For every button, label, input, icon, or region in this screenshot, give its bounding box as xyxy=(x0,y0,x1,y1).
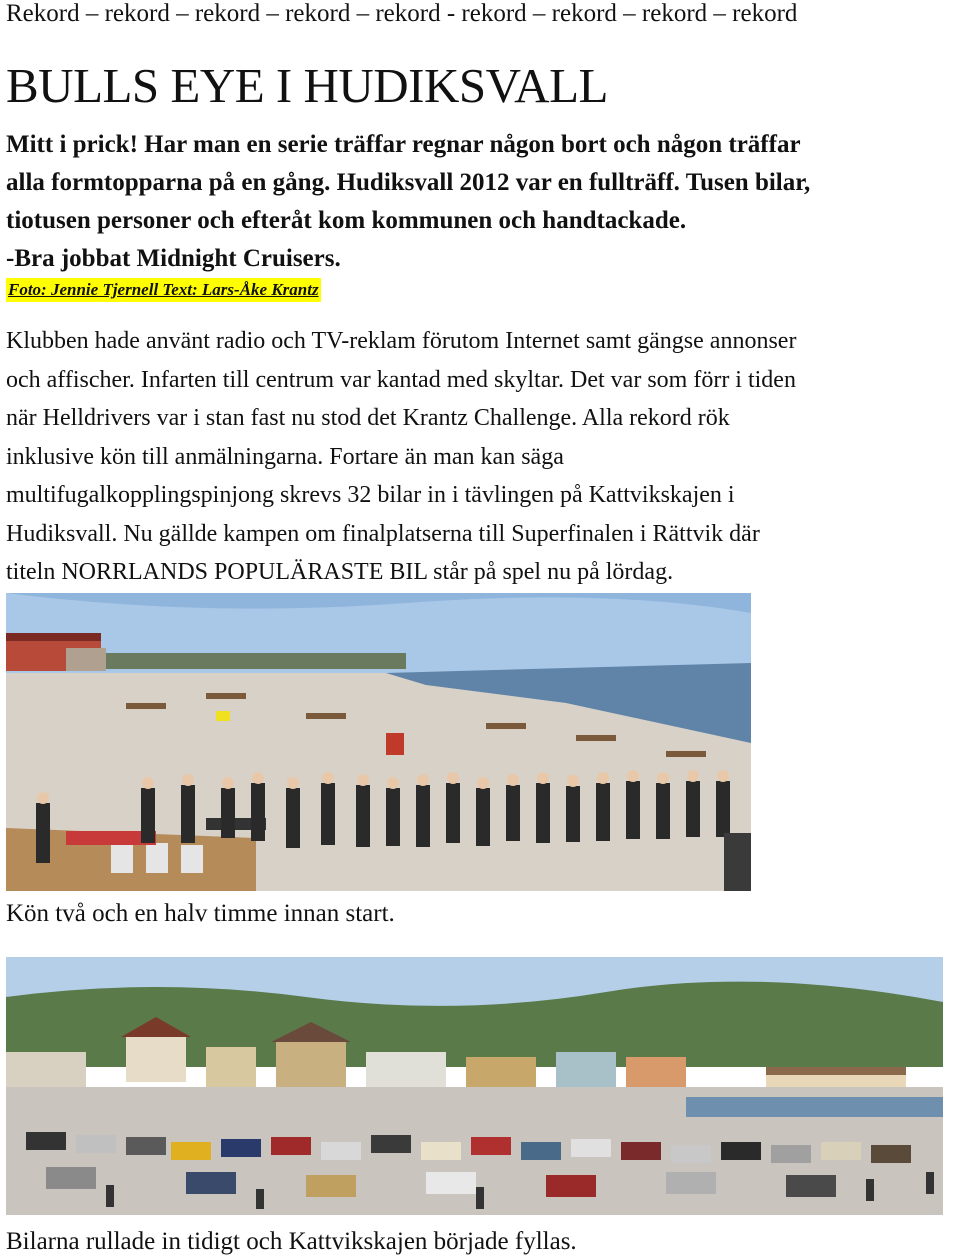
harbour-queue-image xyxy=(6,593,751,891)
article-lede xyxy=(6,126,956,278)
quay-cars-image xyxy=(6,957,943,1215)
body-line: multifugalkopplingspinjong skrevs 32 bilar in i tävlingen på Kattvikskajen i xyxy=(6,482,735,508)
photo-cars xyxy=(6,957,943,1215)
lede-line: -Bra jobbat Midnight Cruisers. xyxy=(6,245,341,272)
header-line: Rekord – rekord – rekord – rekord – rekord - rekord – rekord – rekord – rekord xyxy=(6,0,798,27)
body-line: när Helldrivers var i stan fast nu stod det Krantz Challenge. Alla rekord rök xyxy=(6,405,730,431)
lede-line: tiotusen personer och efteråt kom kommunen och handtackade. xyxy=(6,207,687,234)
page-title: BULLS EYE I HUDIKSVALL xyxy=(6,58,608,113)
photo-credit: Foto: Jennie Tjernell Text: Lars-Åke Krantz xyxy=(6,278,321,302)
lede-line: Mitt i prick! Har man en serie träffar regnar någon bort och någon träffar xyxy=(6,131,801,158)
body-line: Klubben hade använt radio och TV-reklam förutom Internet samt gängse annonser xyxy=(6,328,797,354)
photo-caption: Bilarna rullade in tidigt och Kattvikskajen började fyllas. xyxy=(6,1228,577,1255)
body-line: och affischer. Infarten till centrum var kantad med skyltar. Det var som förr i tiden xyxy=(6,366,796,393)
body-line: Hudiksvall. Nu gällde kampen om finalplatserna till Superfinalen i Rättvik där xyxy=(6,520,760,547)
body-line: inklusive kön till anmälningarna. Fortare än man kan säga xyxy=(6,443,564,470)
article-body xyxy=(6,322,958,592)
body-line: titeln NORRLANDS POPULÄRASTE BIL står på spel nu på lördag. xyxy=(6,559,674,585)
lede-line: alla formtopparna på en gång. Hudiksvall 2012 var en fullträff. Tusen bilar, xyxy=(6,169,811,196)
photo-queue xyxy=(6,593,751,891)
photo-caption: Kön två och en halv timme innan start. xyxy=(6,900,395,927)
